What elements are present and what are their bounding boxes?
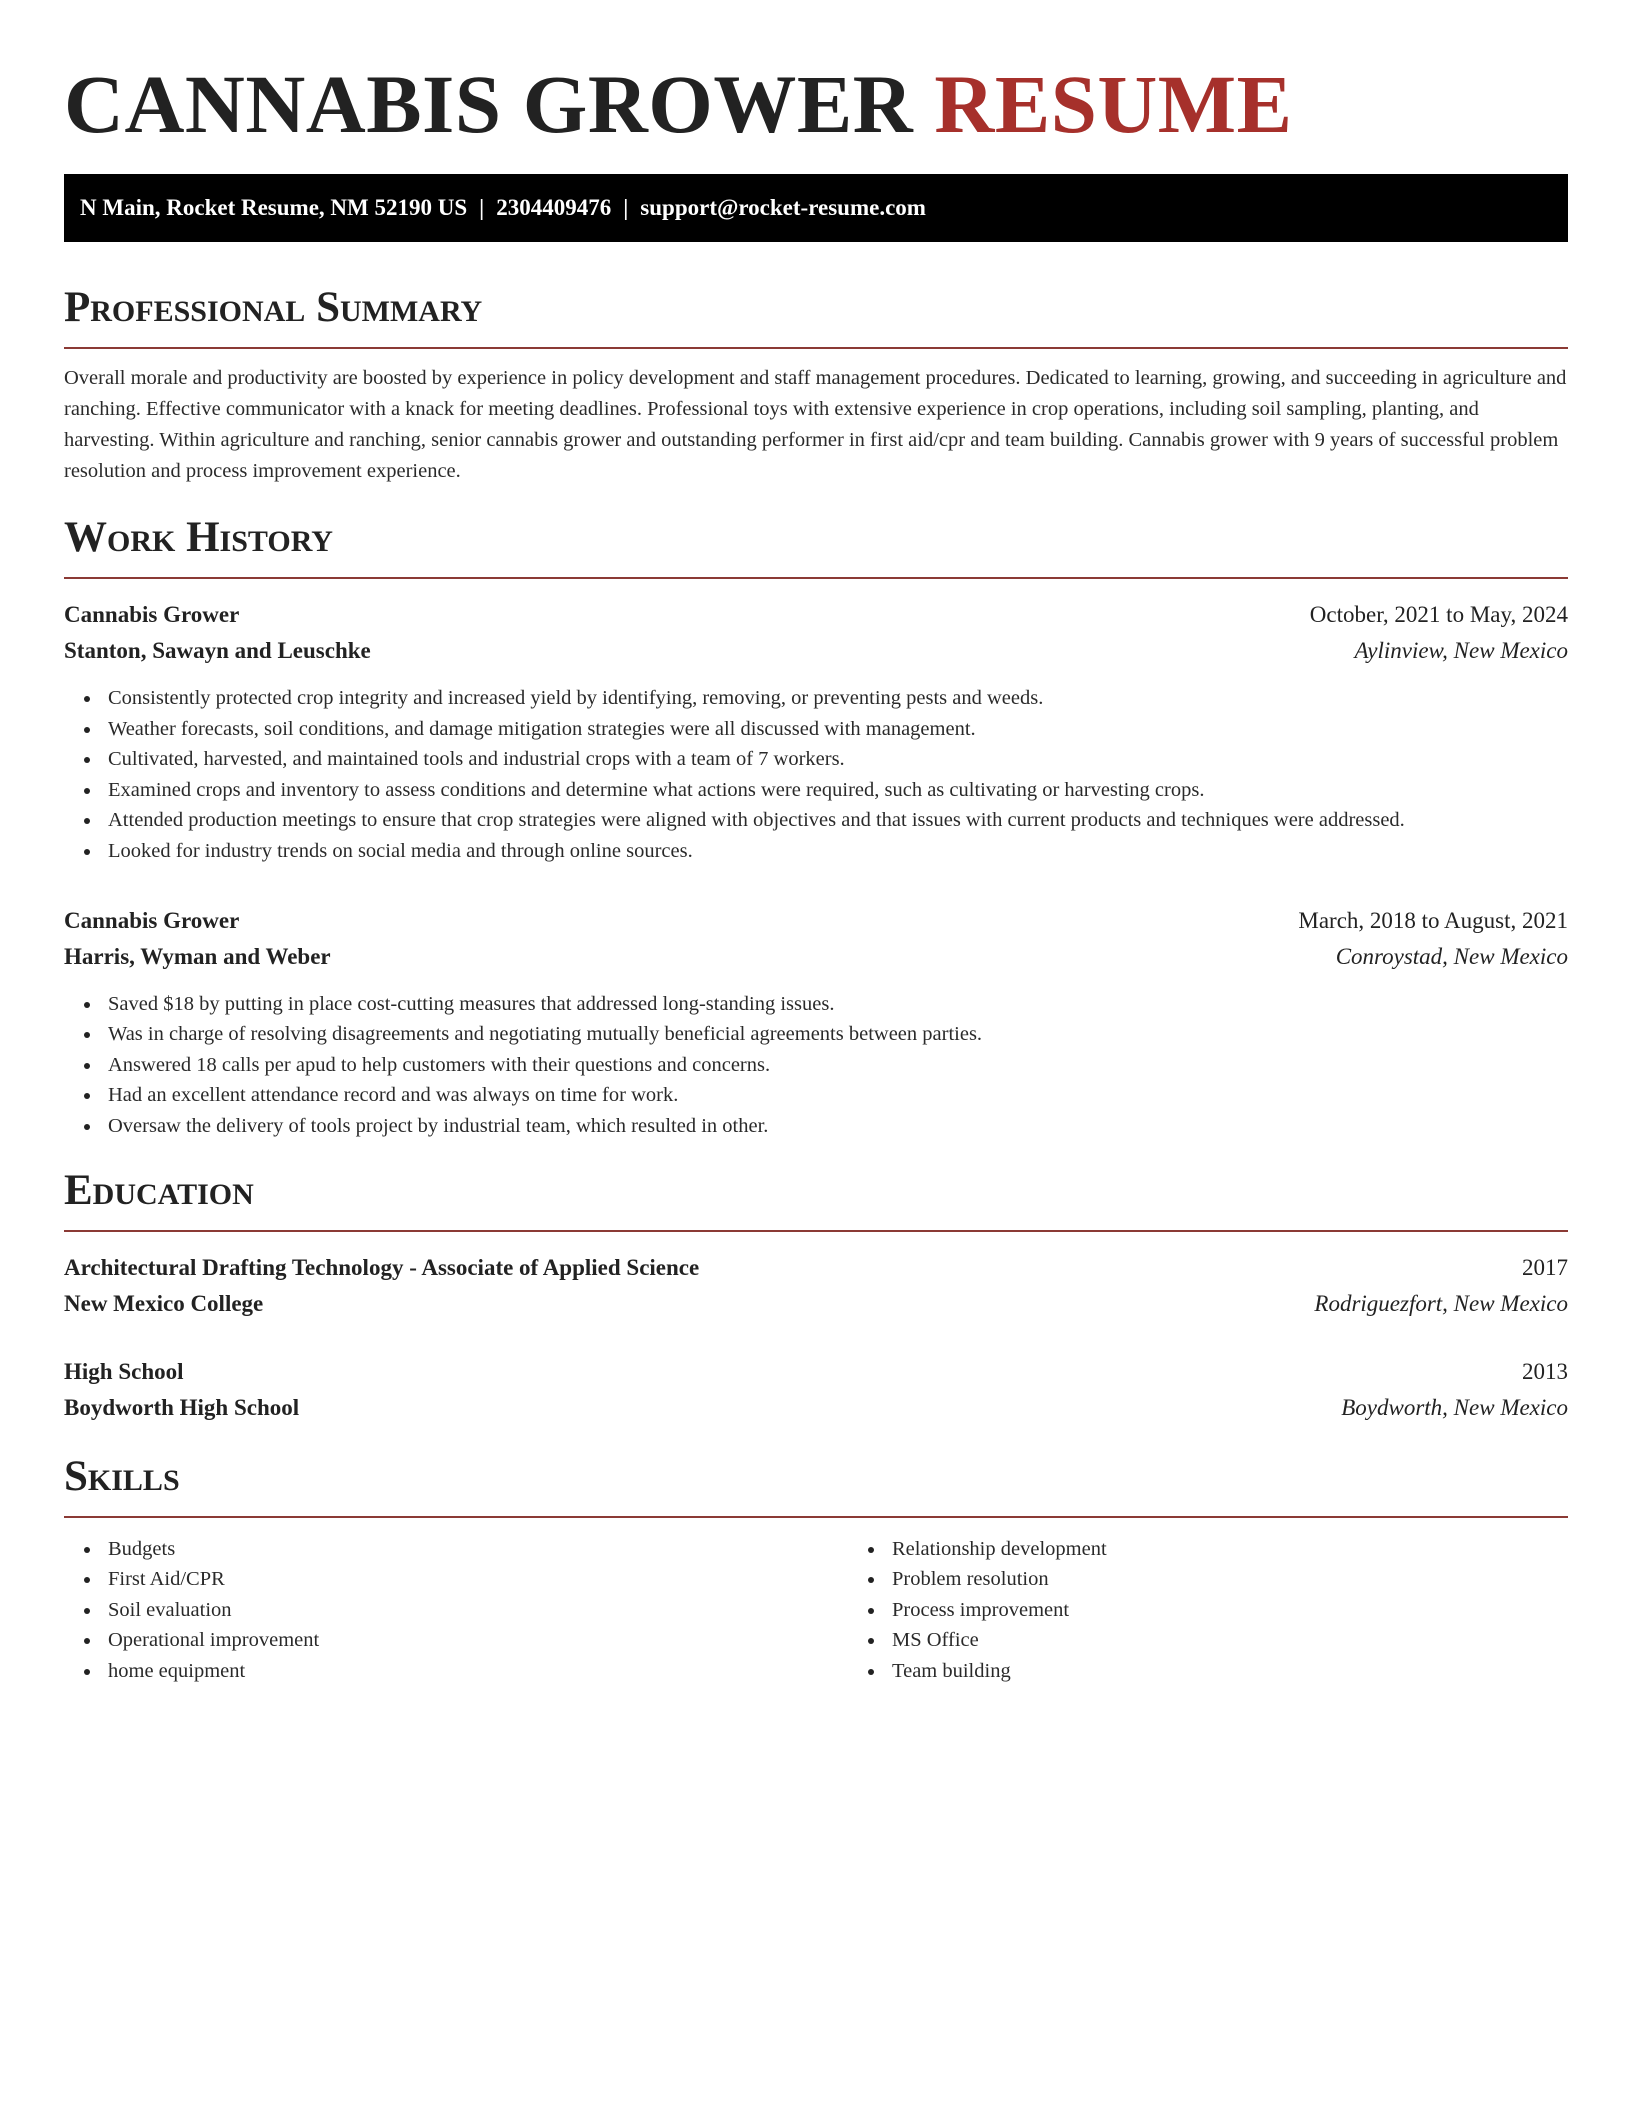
skills-column: [848, 1534, 1568, 1687]
job-bullet: Cultivated, harvested, and maintained tools and industrial crops with a team of 7 workers.: [108, 744, 1568, 775]
skill-item: First Aid/CPR: [108, 1564, 848, 1595]
education-location: Boydworth, New Mexico: [1341, 1394, 1568, 1420]
job-bullet: Looked for industry trends on social media and through online sources.: [108, 836, 1568, 867]
job-dates: March, 2018 to August, 2021: [1298, 907, 1568, 933]
education-entry: [64, 1354, 1568, 1426]
job-header-row: [64, 903, 1568, 939]
skills-grid: [64, 1534, 1568, 1687]
contact-phone: 2304409476: [496, 195, 612, 220]
job-bullet: Weather forecasts, soil conditions, and damage mitigation strategies were all discussed with management.: [108, 714, 1568, 745]
section-heading-work-history: Work History: [64, 514, 333, 561]
summary-text: Overall morale and productivity are boosted by experience in policy development and staff management procedures. Dedicated to learning, growing, and succeeding in agriculture and ranching. Effective communicator with a knack for meeting deadlines. Professional toys with extensive experience in crop operations, including soil sampling, planting, and harvesting. Within agriculture and ranching, senior cannabis grower and outstanding performer in first aid/cpr and team building. Cannabis grower with 9 years of successful problem resolution and process improvement experience.: [64, 367, 1567, 482]
title-main: CANNABIS GROWER: [64, 58, 914, 150]
education-year: 2013: [1522, 1358, 1568, 1384]
job-bullets: [64, 989, 1568, 1142]
skills-section: [64, 1452, 1568, 1687]
job-title: Cannabis Grower: [64, 907, 240, 933]
job-bullet: Examined crops and inventory to assess conditions and determine what actions were required, such as cultivating or harvesting crops.: [108, 775, 1568, 806]
education-location: Rodriguezfort, New Mexico: [1314, 1290, 1568, 1316]
job-location: Aylinview, New Mexico: [1354, 638, 1568, 663]
skill-item: Relationship development: [892, 1534, 1568, 1565]
work-history-section: [64, 513, 1568, 1142]
education-entry: [64, 1250, 1568, 1322]
skill-item: home equipment: [108, 1656, 848, 1687]
skills-column: [64, 1534, 848, 1687]
contact-bar: [64, 174, 1568, 242]
education-school-row: [64, 1286, 1568, 1322]
contact-separator: |: [623, 195, 629, 220]
resume-title: [64, 58, 1568, 150]
job-bullet: Oversaw the delivery of tools project by industrial team, which resulted in other.: [108, 1111, 1568, 1142]
job-entry: [64, 597, 1568, 867]
skill-item: Problem resolution: [892, 1564, 1568, 1595]
contact-email: support@rocket-resume.com: [640, 195, 926, 220]
job-header-row: [64, 597, 1568, 633]
job-company-row: [64, 633, 1568, 669]
section-heading-summary: Professional Summary: [64, 284, 483, 331]
section-divider: [64, 577, 1568, 579]
education-degree: Architectural Drafting Technology - Associate of Applied Science: [64, 1254, 700, 1280]
title-accent: RESUME: [934, 58, 1293, 150]
skill-item: Operational improvement: [108, 1625, 848, 1656]
section-divider: [64, 347, 1568, 349]
contact-address: N Main, Rocket Resume, NM 52190 US: [80, 195, 468, 220]
summary-section: [64, 283, 1568, 487]
job-company: Harris, Wyman and Weber: [64, 943, 331, 969]
section-heading-education: Education: [64, 1166, 254, 1214]
job-bullet: Had an excellent attendance record and was always on time for work.: [108, 1080, 1568, 1111]
job-bullet: Answered 18 calls per apud to help customers with their questions and concerns.: [108, 1050, 1568, 1081]
job-location: Conroystad, New Mexico: [1335, 943, 1568, 969]
education-section: [64, 1166, 1568, 1426]
contact-separator: |: [479, 195, 485, 220]
education-school: New Mexico College: [64, 1290, 264, 1316]
skill-item: Soil evaluation: [108, 1595, 848, 1626]
education-degree: High School: [64, 1358, 184, 1384]
skill-item: Team building: [892, 1656, 1568, 1687]
job-bullet: Consistently protected crop integrity and increased yield by identifying, removing, or preventing pests and weeds.: [108, 683, 1568, 714]
skill-item: MS Office: [892, 1625, 1568, 1656]
education-school-row: [64, 1390, 1568, 1426]
job-bullet: Was in charge of resolving disagreements and negotiating mutually beneficial agreements between parties.: [108, 1019, 1568, 1050]
job-dates: October, 2021 to May, 2024: [1309, 602, 1568, 627]
job-bullet: Attended production meetings to ensure that crop strategies were aligned with objectives and that issues with current products and techniques were addressed.: [108, 805, 1568, 836]
education-school: Boydworth High School: [64, 1394, 300, 1420]
job-entry: [64, 903, 1568, 1142]
education-year: 2017: [1522, 1254, 1568, 1280]
skill-item: Process improvement: [892, 1595, 1568, 1626]
section-divider: [64, 1230, 1568, 1232]
section-heading-skills: Skills: [64, 1452, 180, 1500]
job-bullets: [64, 683, 1568, 867]
job-bullet: Saved $18 by putting in place cost-cutting measures that addressed long-standing issues.: [108, 989, 1568, 1020]
resume-page: [64, 0, 1568, 1687]
education-degree-row: [64, 1250, 1568, 1286]
job-company: Stanton, Sawayn and Leuschke: [64, 638, 371, 663]
section-divider: [64, 1516, 1568, 1518]
education-degree-row: [64, 1354, 1568, 1390]
job-company-row: [64, 939, 1568, 975]
job-title: Cannabis Grower: [64, 602, 240, 627]
skill-item: Budgets: [108, 1534, 848, 1565]
